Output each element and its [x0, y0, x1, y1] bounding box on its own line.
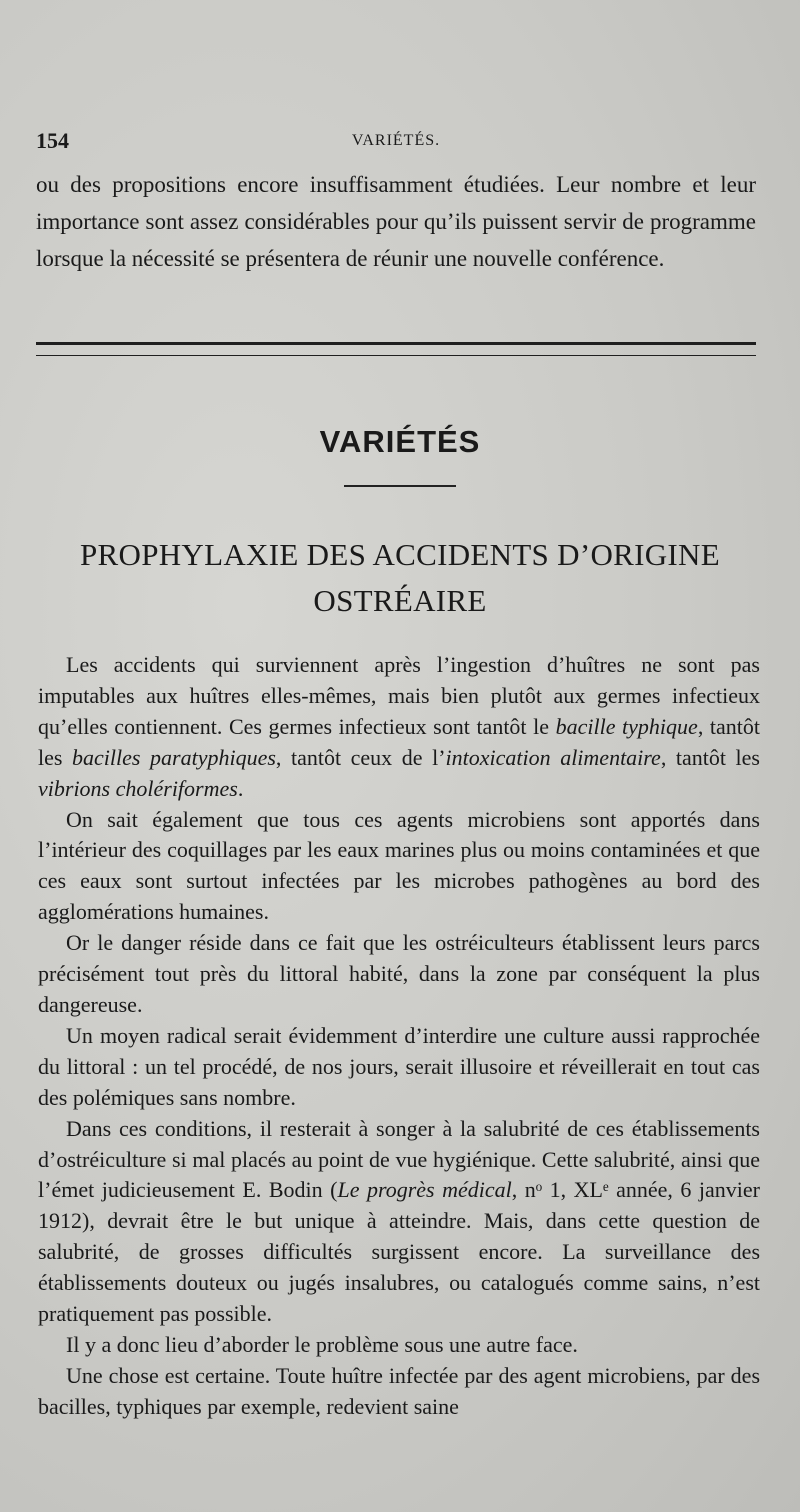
article-title-line-2: OSTRÉAIRE [313, 583, 487, 618]
page-header [36, 128, 756, 156]
paragraph-5-text-c: , nᵒ 1, XLᵉ année, 6 janvier 1912), devrait être le but unique à atteindre. Mais, dans cette question de salubrité, de grosses difficultés surgissent encore. La surveillance des établissements douteux ou jugés insalubres, ou catalogués comme sains, n’est pratiquement pas possible. [38, 1177, 760, 1327]
paragraph-1-text-a: Les accidents qui surviennent après l’ingestion d’huîtres ne sont pas imputables aux huîtres elles-mêmes, mais bien plutôt aux germes infectieux qu’elles contiennent. Ces germes infectieux sont tantôt le [38, 652, 760, 739]
paragraph-5 [38, 1114, 760, 1330]
title-underline [344, 485, 456, 487]
paragraph-7: Une chose est certaine. Toute huître infectée par des agent microbiens, par des bacilles, typhiques par exemple, redevient saine [38, 1362, 760, 1419]
article-body [38, 650, 760, 1423]
paragraph-2: On sait également que tous ces agents microbiens sont apportés dans l’intérieur des coquillages par les eaux marines plus ou moins contaminées et que ces eaux sont surtout infectées par les microbes pathogènes au bord des agglomérations humaines. [38, 806, 760, 925]
paragraph-1-text-g: , tantôt les [660, 744, 760, 770]
paragraph-1-text-i: . [237, 775, 244, 801]
section-divider [36, 342, 756, 356]
paragraph-4: Un moyen radical serait évidemment d’interdire une culture aussi rapprochée du littoral : un tel procédé, de nos jours, serait illusoire et réveillerait en tout cas des polémiques sans nombre. [38, 1022, 760, 1110]
paragraph-5-text-a: Dans ces conditions, il resterait à songer à la salubrité de ces établissements d’ostréiculture si mal placés au point de vue hygiénique. Cette salubrité, ainsi que l’émet judicieusement E. Bodin ( [38, 1115, 760, 1203]
article-title-line-1: PROPHYLAXIE DES ACCIDENTS D’ORIGINE [80, 537, 720, 572]
intro-text: ou des propositions encore insuffisamment étudiées. Leur nombre et leur importance sont assez considérables pour qu’ils puissent servir de programme lorsque la nécessité se présentera de réunir une nouvelle conférence. [36, 172, 756, 271]
paragraph-1 [38, 650, 760, 805]
paragraph-6: Il y a donc lieu d’aborder le problème sous une autre face. [66, 1331, 578, 1357]
section-title: VARIÉTÉS [319, 424, 481, 459]
paragraph-1-text-c: , tantôt les [38, 713, 760, 770]
term-vibrions-choleriformes: vibrions cholériformes [38, 775, 238, 801]
citation-journal-title: Le progrès médical [337, 1177, 512, 1203]
intro-paragraph [36, 166, 756, 277]
running-head: VARIÉTÉS. [351, 132, 441, 149]
term-intoxication-alimentaire: intoxication alimentaire [445, 744, 661, 770]
term-bacille-typhique: bacille typhique [555, 713, 698, 739]
article-title [0, 532, 800, 624]
paragraph-3: Or le danger réside dans ce fait que les ostréiculteurs établissent leurs parcs précisément tout près du littoral habité, dans la zone par conséquent la plus dangereuse. [38, 930, 760, 1017]
term-bacilles-paratyphiques: bacilles paratyphiques [72, 744, 276, 770]
page-number: 154 [36, 128, 69, 153]
paragraph-1-text-e: , tantôt ceux de l’ [275, 744, 446, 770]
